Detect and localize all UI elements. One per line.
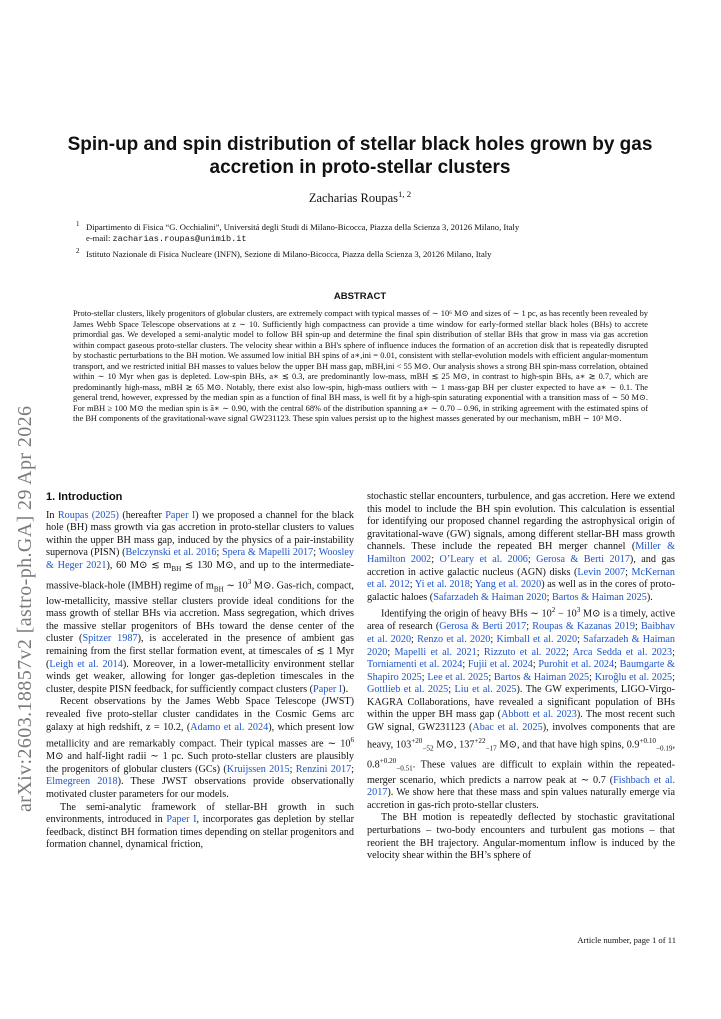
citation-link[interactable]: Yang et al. 2020	[474, 579, 542, 591]
body-column-left	[46, 491, 354, 852]
citation-link[interactable]: Kıroğlu et al. 2025	[594, 671, 673, 683]
citation-link[interactable]: Adamo et al. 2024	[190, 721, 269, 733]
citation-link[interactable]: Spitzer 1987	[82, 633, 138, 645]
page-footer: Article number, page 1 of 11	[577, 935, 676, 945]
citation-link[interactable]: Lee et al. 2025	[427, 671, 489, 683]
citation-link[interactable]: Safarzadeh & Haiman 2020	[367, 633, 675, 658]
citation-link[interactable]: Paper I	[166, 814, 197, 826]
paragraph: The BH motion is repeatedly deflected by stochastic gravitational perturbations – two-body encounters and turbulent gas motions – that reorient the BH trajectory. Angular-momentum inflow is induced by the velocity shear within the BH’s sphere of	[367, 812, 675, 862]
citation-link[interactable]: Baumgarte & Shapiro 2025	[367, 659, 675, 683]
citation-link[interactable]: Belczynski et al. 2016	[125, 547, 217, 559]
citation-link[interactable]: Abbott et al. 2023	[501, 709, 577, 721]
citation-link[interactable]: Kruijssen 2015	[226, 763, 290, 775]
citation-link[interactable]: Miller & Hamilton 2002	[367, 541, 676, 565]
author-affiliation-marks: 1, 2	[398, 189, 412, 199]
citation-link[interactable]: Gottlieb et al. 2025	[367, 684, 449, 696]
citation-link[interactable]: Renzini 2017	[295, 763, 352, 775]
citation-link[interactable]: Baibhav et al. 2020	[367, 621, 675, 645]
citation-link[interactable]: Torniamenti et al. 2024	[367, 659, 463, 671]
citation-link[interactable]: Bartos & Haiman 2025	[552, 591, 647, 603]
citation-link[interactable]: Woosley & Heger 2021	[46, 547, 354, 571]
affiliations	[72, 222, 672, 264]
citation-link[interactable]: Yi et al. 2018	[414, 579, 470, 591]
citation-link[interactable]: Purohit et al. 2024	[538, 659, 615, 671]
citation-link[interactable]: Rizzuto et al. 2022	[483, 646, 567, 658]
citation-link[interactable]: Gerosa & Berti 2017	[439, 621, 527, 633]
affiliation-mark: 1	[76, 220, 80, 228]
citation-link[interactable]: Levin 2007	[577, 566, 626, 578]
paragraph: stochastic stellar encounters, turbulence, and gas accretion. Here we extend this model to include the BH spin evolution. This calculation is essential for identifying our proposed channel regarding the astrophysical origin of gravitational-wave (GW) signals, among different stellar-BH mass growth channels. These include the repeated BH merger channel (Miller & Hamilton 2002; O’Leary et al. 2006; Gerosa & Berti 2017), and gas accretion in active galactic nucleus (AGN) disks (Levin 2007; McKernan et al. 2012; Yi et al. 2018; Yang et al. 2020) as well as in the cores of proto-galactic haloes (Safarzadeh & Haiman 2020; Bartos & Haiman 2025).	[367, 491, 676, 603]
affiliation-text: Dipartimento di Fisica “G. Occhialini”, Universitá degli Studi di Milano-Bicocca, Piazza della Scienza 3, 20126 Milano, Italy	[86, 222, 520, 232]
abstract-text: Proto-stellar clusters, likely progenitors of globular clusters, are extremely compact with typical masses of ∼ 10⁶ M⊙ and sizes of ∼ 1 pc, as has recently been revealed by James Webb Space Telescope observations at z ∼ 10. Sufficiently high compactness can provide a time window for early-formed stellar black holes (BHs) to accrete primordial gas. We developed a semi-analytic model to follow BH spin-up and determine the final spin distribution of stellar BHs that grow in mass via gas accretion within compact gaseous proto-stellar clusters. The velocity shear within a BH's sphere of influence induces the formation of an accretion disk that is repeatedly disrupted by stochastic perturbations to the BH motion. We assumed low initial BH spins of a∗,ini = 0.01, consistent with stellar-evolution models with efficient angular-momentum transport, and we restricted initial BH masses to values below the upper BH mass gap, mBH,ini < 55 M⊙. Our analysis shows a strong BH spin-mass correlation, obtained within ∼ 10 Myr when gas is depleted. Low-spin BHs, a∗ ≲ 0.3, are predominantly low-mass, mBH ≲ 25 M⊙, in contrast to high-spin BHs, a∗ ≳ 0.7, which are predominantly high-mass, mBH ≳ 65 M⊙. Notably, there exist also low-spin, high-mass outliers with ∼ 1 mass-gap BH per cluster expected to have a∗ ∼ 0.1. The general trend, however, expressed by the median spin as a function of final BH mass, is well fit by a high-spin saturating exponential with a transition mass of ∼ 50 M⊙. For mBH ≥ 100 M⊙ the median spin is ā∗ ∼ 0.90, with the central 68% of the distribution spanning a∗ ∼ 0.70 – 0.96, in striking agreement with the estimated spins of the BH components of the gravitational-wave signal GW231123. These spin values persist up to the highest masses generated by our mechanism, mBH ∼ 10³ M⊙.	[73, 309, 648, 423]
author-line	[40, 189, 680, 206]
affiliation-2	[72, 249, 672, 260]
paragraph: In Roupas (2025) (hereafter Paper I) we proposed a channel for the black hole (BH) mass growth via gas accretion in proto-stellar clusters to values within the upper BH mass gap, induced by the physics of a pair-instability supernova (PISN) (Belczynski et al. 2016; Spera & Mapelli 2017; Woosley & Heger 2021), 60 M⊙ ≲ $m_{BH}$ ≲ 130 M⊙, and up to the intermediate-massive-black-hole (IMBH) regime of $m_{BH}$ ∼ $10^3$ M⊙. Gas-rich, compact, low-metallicity, massive stellar clusters provide ideal conditions for the mass growth of stellar BHs via accretion. Mass segregation, which drives the massive stellar progenitors of BHs toward the dense center of the cluster (Spitzer 1987), is accelerated in the presence of ambient gas remaining from the first stellar formation event, at timescales of ≲ 1 Myr (Leigh et al. 2014). Moreover, in a lower-metallicity environment stellar winds get weaker, allowing for longer gas-depletion timescales in the cluster, despite PISN feedback, for sufficiently compact clusters (Paper I).	[46, 509, 355, 695]
citation-link[interactable]: Roupas & Kazanas 2019	[532, 621, 636, 633]
affiliation-1	[72, 222, 672, 245]
affiliation-text: Istituto Nazionale di Fisica Nucleare (INFN), Sezione di Milano-Bicocca, Piazza della Scienza 3, 20126 Milano, Italy	[86, 249, 492, 259]
citation-link[interactable]: Fujii et al. 2024	[467, 659, 533, 671]
arxiv-identifier-stamp: arXiv:2603.18857v2 [astro-ph.GA] 29 Apr 2026	[14, 405, 36, 812]
citation-link[interactable]: Fishbach et al. 2017	[367, 774, 675, 799]
citation-link[interactable]: Arca Sedda et al. 2023	[572, 646, 673, 658]
affiliation-mark: 2	[76, 247, 80, 255]
citation-link[interactable]: Renzo et al. 2020	[417, 633, 491, 645]
paragraph: Recent observations by the James Webb Space Telescope (JWST) revealed five proto-stellar cluster candidates in the Cosmic Gems arc galaxy at high redshift, z = 10.2, (Adamo et al. 2024), which present low metallicity and are remarkably compact. Their typical masses are ∼ $10^6$ M⊙ and half-light radii ∼ 1 pc. Such proto-stellar clusters are plausibly the progenitors of globular clusters (GCs) (Kruijssen 2015; Renzini 2017; Elmegreen 2018). These JWST observations provide observationally motivated cluster parameters for our models.	[46, 696, 355, 800]
paragraph: The semi-analytic framework of stellar-BH growth in such environments, introduced in Paper I, incorporates gas depletion by stellar feedback, distinct BH formation times depending on stellar progenitors and formation channel, dynamical friction,	[46, 801, 355, 851]
citation-link[interactable]: Gerosa & Berti 2017	[536, 553, 630, 565]
section-heading: 1. Introduction	[46, 491, 123, 503]
abstract-heading: ABSTRACT	[333, 291, 387, 302]
citation-link[interactable]: Safarzadeh & Haiman 2020	[433, 591, 547, 603]
citation-link[interactable]: Abac et al. 2025	[472, 722, 543, 734]
citation-link[interactable]: Leigh et al. 2014	[49, 658, 123, 670]
body-column-right	[367, 491, 675, 863]
email-address[interactable]: zacharias.roupas@unimib.it	[112, 234, 247, 244]
paragraph: Identifying the origin of heavy BHs ∼ $10^2 - 10^3$ M⊙ is a timely, active area of research (Gerosa & Berti 2017; Roupas & Kazanas 2019; Baibhav et al. 2020; Renzo et al. 2020; Kimball et al. 2020; Safarzadeh & Haiman 2020; Mapelli et al. 2021; Rizzuto et al. 2022; Arca Sedda et al. 2023; Torniamenti et al. 2024; Fujii et al. 2024; Purohit et al. 2024; Baumgarte & Shapiro 2025; Lee et al. 2025; Bartos & Haiman 2025; Kıroğlu et al. 2025; Gottlieb et al. 2025; Liu et al. 2025). The GW experiments, LIGO-Virgo-KAGRA Collaborations, have revealed a significant population of BHs within the upper BH mass gap (Abbott et al. 2023). The most recent such GW signal, GW231123 (Abac et al. 2025), involves components that are heavy, $103^{+20}_{-52}$ M⊙, $137^{+22}_{-17}$ M⊙, and that have high spins, $0.9^{+0.10}_{-0.19}$, $0.8^{+0.20}_{-0.51}$. These values are difficult to explain within the repeated-merger scenario, which predicts a narrow peak at ∼ 0.7 (Fishbach et al. 2017). We show here that these mass and spin values naturally emerge via accretion in gas-rich proto-stellar clusters.	[367, 606, 676, 811]
citation-link[interactable]: McKernan et al. 2012	[367, 566, 675, 591]
citation-link[interactable]: Kimball et al. 2020	[496, 633, 578, 645]
citation-link[interactable]: Liu et al. 2025	[454, 684, 517, 696]
email-label: e-mail:	[86, 233, 113, 243]
paper-title: Spin-up and spin distribution of stellar black holes grown by gas accretion in proto-stellar clusters	[67, 134, 653, 178]
citation-link[interactable]: Bartos & Haiman 2025	[493, 671, 590, 683]
citation-link[interactable]: Elmegreen 2018	[46, 776, 118, 788]
citation-link[interactable]: Spera & Mapelli 2017	[221, 547, 314, 559]
citation-link[interactable]: O’Leary et al. 2006	[439, 553, 528, 565]
citation-link[interactable]: Paper I	[165, 509, 196, 521]
citation-link[interactable]: Roupas (2025)	[57, 509, 119, 521]
citation-link[interactable]: Mapelli et al. 2021	[394, 646, 477, 658]
citation-link[interactable]: Paper I	[313, 683, 343, 695]
author-name: Zacharias Roupas	[308, 191, 399, 206]
affiliation-email-line	[86, 233, 672, 245]
